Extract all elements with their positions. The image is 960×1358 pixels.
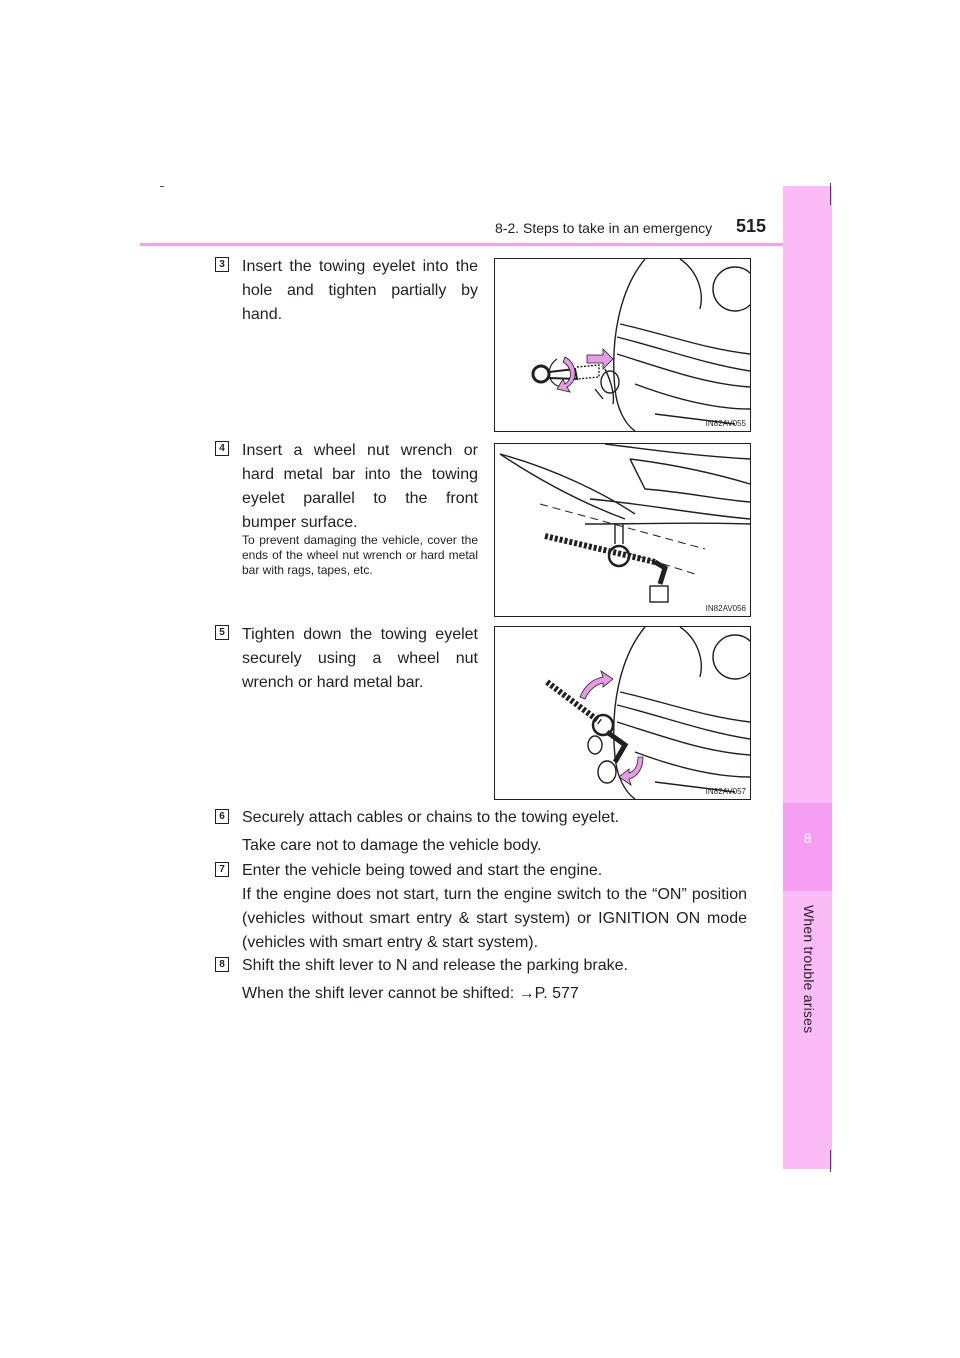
chapter-title: When trouble arises [801,905,817,1034]
step-badge-6: 6 [215,809,229,824]
figure-insert-eyelet [494,258,751,432]
page-number: 515 [736,216,767,236]
header-tick-mark [160,186,164,187]
eyelet-insert-illustration [495,259,750,431]
step-7-text: Enter the vehicle being towed and start the engine. [242,862,603,879]
crop-mark-bottom [830,1150,831,1172]
figure-code: IN82AV057 [705,787,746,796]
wrench-insert-illustration [495,444,750,616]
header-rule [140,243,832,246]
chapter-tab[interactable] [783,803,832,891]
figure-code: IN82AV055 [705,419,746,428]
figure-insert-wrench [494,443,751,617]
step-4-note: To prevent damaging the vehicle, cover the ends of the wheel nut wrench or hard metal bar with rags, tapes, etc. [242,533,478,577]
step-8-note[interactable]: When the shift lever cannot be shifted: →P. 577 [242,985,579,1002]
crop-mark-top [830,183,831,205]
step-6-text: Securely attach cables or chains to the towing eyelet. [242,809,620,826]
step-6-note: Take care not to damage the vehicle body. [242,837,542,854]
step-4-text: Insert a wheel nut wrench or hard metal bar into the towing eyelet parallel to the front bumper surface. [242,442,478,531]
eyelet-tighten-illustration [495,627,750,799]
header-section-title: 8-2. Steps to take in an emergency [495,220,713,236]
figure-code: IN82AV056 [705,604,746,613]
step-badge-3: 3 [215,257,229,272]
step-5-text: Tighten down the towing eyelet securely using a wheel nut wrench or hard metal bar. [242,626,478,691]
step-8-text: Shift the shift lever to N and release the parking brake. [242,957,628,974]
step-badge-7: 7 [215,862,229,877]
chapter-number: 8 [803,830,812,846]
step-badge-8: 8 [215,957,229,972]
figure-tighten-eyelet [494,626,751,800]
step-7-note: If the engine does not start, turn the engine switch to the “ON” position (vehicles without smart entry & start system) or IGNITION ON mode (vehicles with smart entry & start system). [242,886,747,951]
step-badge-4: 4 [215,441,229,456]
step-3-text: Insert the towing eyelet into the hole and tighten partially by hand. [242,258,478,323]
step-badge-5: 5 [215,625,229,640]
